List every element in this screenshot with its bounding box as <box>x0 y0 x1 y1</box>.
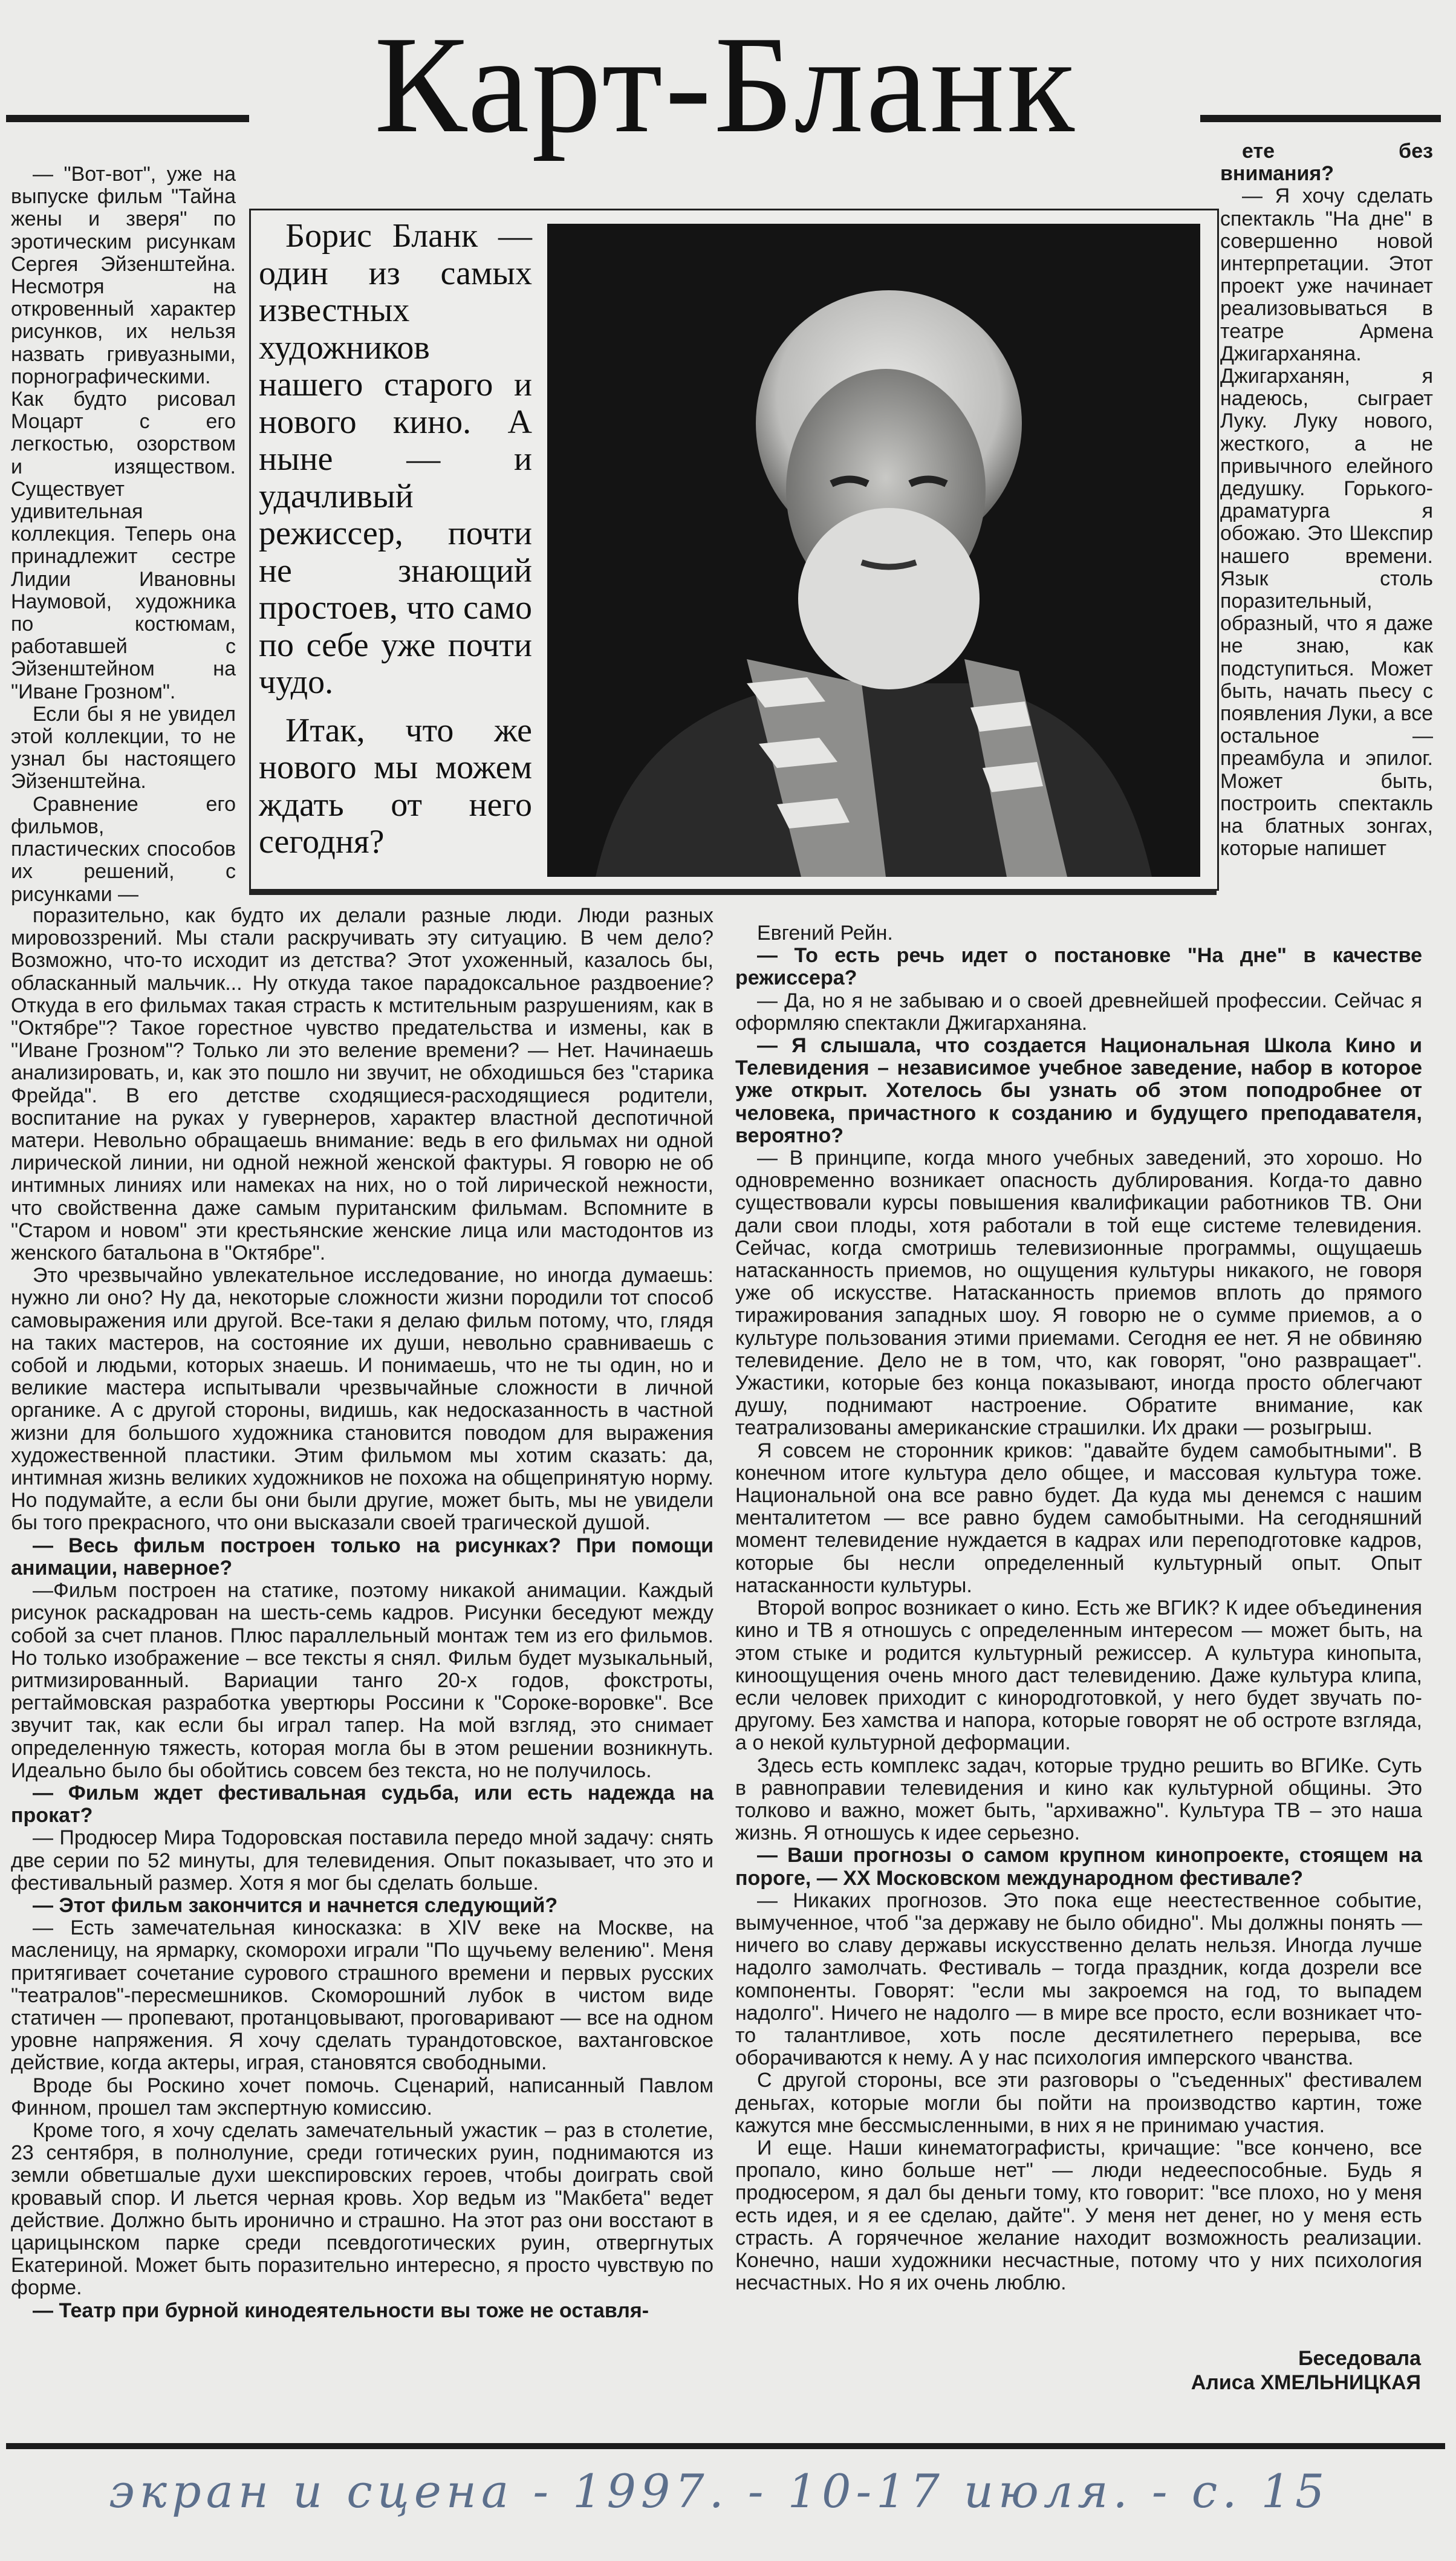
text-paragraph: —Фильм построен на статике, поэтому никакой анимации. Каждый рисунок раскадрован на шесть-семь кадров. Рисунки беседуют между собой за счет планов. Плюс параллельный монтаж тем из его фильмов. Но только изображение – все тексты я снял. Фильм будет музыкальный, ритмизированный. Вариации танго 20-х годов, фокстроты, регтаймовская разработка увертюры Россини к "Сороке-воровке". Все звучит так, как если бы играл тапер. На мой взгляд, это снимает определенную тяжесть, которая могла бы в этом решении возникнуть. Идеально было бы обойтись совсем без текста, но не получилось. <box>11 1579 713 1782</box>
question-paragraph: — Я слышала, что создается Национальная Школа Кино и Телевидения – независимое учебное заведение, набор в которое уже открыт. Хотелось бы узнать об этом поподробнее от человека, причастного к созданию и будущего преподавателя, вероятно? <box>735 1034 1422 1147</box>
text-paragraph: Если бы я не увидел этой коллекции, то не узнал бы настоящего Эйзенштейна. <box>11 702 236 793</box>
text-paragraph: Вроде бы Роскино хочет помочь. Сценарий, написанный Павлом Финном, прошел там экспертную комиссию. <box>11 2074 713 2120</box>
text-paragraph: — Да, но я не забываю и о своей древнейшей профессии. Сейчас я оформляю спектакли Джигарханяна. <box>735 989 1422 1035</box>
question-paragraph: — Весь фильм построен только на рисунках? При помощи анимации, наверное? <box>11 1534 713 1580</box>
question-paragraph: — То есть речь идет о постановке "На дне" в качестве режиссера? <box>735 944 1422 990</box>
intro-paragraph: Борис Бланк — один из самых известных художников нашего старого и нового кино. А ныне — и удачливый режиссер, почти не знающий простоев, что само по себе уже почти чудо. <box>259 217 532 701</box>
byline-label: Беседовала <box>1298 2347 1421 2370</box>
question-paragraph: — Театр при бурной кинодеятельности вы тоже не оставля- <box>33 2299 649 2322</box>
top-rule-right <box>1200 115 1441 122</box>
question-paragraph: — Фильм ждет фестивальная судьба, или есть надежда на прокат? <box>11 1781 713 1827</box>
intro-question: Итак, что же нового мы можем ждать от него сегодня? <box>259 711 532 861</box>
left-column <box>11 163 236 906</box>
text-paragraph: С другой стороны, все эти разговоры о "съеденных" фестивалем деньгах, которые могли бы пойти на производство картин, тоже кажутся мне бессмысленными, в них я не принимаю участия. <box>735 2069 1422 2137</box>
portrait-photo <box>547 224 1200 877</box>
text-paragraph: — Никаких прогнозов. Это пока еще неестественное событие, вымученное, чтоб "за державу не было обидно". Мы должны понять — ничего во славу державы искусственно делать нельзя. Иногда лучше надолго замолчать. Фестиваль – тогда праздник, когда дозрели все компоненты. Говорят: "если мы закроемся на год, то выпадем надолго". Ничего не надолго — в мире все просто, если возникает что-то талантливое, хоть после десятилетнего перерыва, все оборачиваются к нему. А у нас психология имперского чванства. <box>735 1889 1422 2070</box>
text-paragraph: — В принципе, когда много учебных заведений, это хорошо. Но одновременно возникает опасность дублирования. Когда-то давно существовали курсы повышения квалификации работников ТВ. Они дали свои плоды, хотя работали в той еще системе телевидения. Сейчас, когда смотришь телевизионные программы, ощущаешь натасканность приемов, но ощущения культуры никакого, не говоря уже об искусстве. Натасканность приемов вплоть до прямого тиражирования западных шоу. Я говорю не о сумме приемов, а о культуре пользования этими приемами. Сегодня ее нет. Я не обвиняю телевидение. Дело не в том, что, как говорят, "оно развращает". Ужастики, которые без конца показывают, иногда просто облегчают душу, поднимают настроение. Обратите внимание, как театрализованы американские страшилки. Их драки — розыгрыш. <box>735 1147 1422 1440</box>
byline-author: Алиса ХМЕЛЬНИЦКАЯ <box>1191 2371 1421 2394</box>
text-paragraph: И еще. Наши кинематографисты, кричащие: "все кончено, все пропало, кино больше нет" — люди недееспособные. Будь я продюсером, я дал бы деньги тому, кто говорит: "все плохо, но у меня есть идея, и я ее сделаю, дайте". У меня нет денег, но у меня есть страсть. А горячечное желание находит возможность реализации. Конечно, наши художники несчастные, потому что у них психология несчастных. Но я их очень люблю. <box>735 2136 1422 2295</box>
question-paragraph: ете без внимания? <box>1220 140 1433 186</box>
lower-right-column <box>735 922 1422 2294</box>
intro-bottom-rule <box>249 889 1217 895</box>
text-paragraph: Здесь есть комплекс задач, которые трудно решить во ВГИКе. Суть в равноправии телевидения и кино как культурной общины. Это толково и важно, может быть, "архиважно". Культура ТВ – это наша жизнь. Я отношусь к идее серьезно. <box>735 1754 1422 1845</box>
text-paragraph: — Я хочу сделать спектакль "На дне" в совершенно новой интерпретации. Этот проект уже начинает реализовываться в театре Армена Джигарханяна. Джигарханян, я надеюсь, сыграет Луку. Луку нового, жесткого, а не привычного елейного дедушку. Горького-драматурга я обожаю. Это Шекспир нашего времени. Язык столь поразительный, образный, что я даже не знаю, как подступиться. Может быть, начать пьесу с появления Луки, а все остальное — преамбула и эпилог. Может быть, построить спектакль на блатных зонгах, которые напишет <box>1220 184 1433 861</box>
right-column <box>1220 140 1433 861</box>
bottom-rule <box>6 2443 1445 2449</box>
question-paragraph: — Ваши прогнозы о самом крупном кинопроекте, стоящем на пороге, — XX Московском международном фестивале? <box>735 1844 1422 1890</box>
question-paragraph: — Этот фильм закончится и начнется следующий? <box>33 1893 558 1917</box>
text-paragraph: Евгений Рейн. <box>757 922 893 945</box>
text-paragraph: Кроме того, я хочу сделать замечательный ужастик – раз в столетие, 23 сентября, в полнолуние, среди готических руин, поднимаются из земли обветшалые духи шекспировских героев, чтобы доиграть свой кровавый спор. И льется черная кровь. Хор ведьм из "Макбета" ведет действие. Должно быть иронично и страшно. На этот раз они восстают в царицынском парке среди псевдоготических руин, отвергнутых Екатериной. Может быть поразительно интересно, я просто чувствую по форме. <box>11 2118 713 2300</box>
text-paragraph: Сравнение его фильмов, пластических способов их решений, с рисунками — <box>11 792 236 906</box>
intro-text <box>259 218 532 872</box>
lower-left-column <box>11 905 713 2322</box>
text-paragraph: — Есть замечательная киносказка: в XIV веке на Москве, на масленицу, на ярмарку, скоморохи играли "По щучьему велению". Меня притягивает сочетание сурового страшного времени и первых русских "театралов"-пересмешников. Скоморошний лубок в чистом виде статичен — пропевают, протанцовывают, проговаривают — все на одном уровне напряжения. Я хочу сделать турандотовское, вахтанговское действие, когда актеры, играя, становятся свободными. <box>11 1916 713 2075</box>
handwritten-citation: экран и сцена - 1997. - 10-17 июля. - с. 15 <box>109 2464 1330 2518</box>
text-paragraph: — Продюсер Мира Тодоровская поставила передо мной задачу: снять две серии по 52 минуты, для телевидения. Опыт показывает, что это и фестивальный размер. Хотя я мог бы сделать больше. <box>11 1826 713 1895</box>
text-paragraph: Второй вопрос возникает о кино. Есть же ВГИК? К идее объединения кино и ТВ я отношусь с определенным интересом — может быть, на этом стыке и родится культурный режиссер. А культура кинопыта, киноощущения очень много даст телевидению. Даже культура клипа, если человек приходит с кинopодготовкой, у него будет звучать по-другому. Без хамства и напора, которые говорят не об остроте взгляда, а о некой культурной деформации. <box>735 1596 1422 1755</box>
article-title: Карт-Бланк <box>374 7 1077 161</box>
text-paragraph: Я совсем не сторонник криков: "давайте будем самобытными". В конечном итоге культура дело общее, и массовая культура тоже. Национальной она все равно будет. Да куда мы денемся с нашим менталитетом — все равно будем самобытными. На сегодняшний момент телевидение нуждается в кадрах или переподготовке кадров, которые бы несли определенный культурный опыт. Опыт натасканности культуры. <box>735 1439 1422 1597</box>
text-paragraph: Это чрезвычайно увлекательное исследование, но иногда думаешь: нужно ли оно? Ну да, некоторые сложности жизни породили тот способ самовыражения или другой. Все-таки я делаю фильм потому, что, глядя на таких мастеров, на состояние их души, невольно сравниваешь с собой и людьми, которых знаешь. И понимаешь, что не ты один, но и великие мастера испытывали чрезвычайные сложности в личной органике. А с другой стороны, видишь, как недосказанность в частной жизни для большого художника становится поводом для выражения художественной пластики. Этим фильмом мы хотим сказать: да, интимная жизнь великих художников не похожа на общепринятую норму. Но подумайте, а если бы они были другие, может быть, мы не увидели бы того прекрасного, что они высказали своей трагической душой. <box>11 1264 713 1535</box>
byline <box>1088 2346 1421 2395</box>
text-paragraph: — "Вот-вот", уже на выпуске фильм "Тайна жены и зверя" по эротическим рисункам Сергея Эйзенштейна. Несмотря на откровенный характер рисунков, их нельзя назвать гривуазными, порнографическими. Как будто рисовал Моцарт с его легкостью, озорством и изяществом. Существует удивительная коллекция. Теперь она принадлежит сестре Лидии Ивановны Наумовой, художника по костюмам, работавшей с Эйзенштейном на "Иване Грозном". <box>11 163 236 703</box>
top-rule-left <box>6 115 249 122</box>
text-paragraph: поразительно, как будто их делали разные люди. Люди разных мировоззрений. Мы стали раскручивать эту ситуацию. В чем дело? Возможно, что-то исходит из детства? Этот ухоженный, казалось бы, обласканный мальчик... Ну откуда такое парадоксальное раздвоение? Откуда в его фильмах такая страсть к мстительным разрушениям, как в "Октябре"? Такое горестное чувство предательства и измены, как в "Иване Грозном"? Только ли это веление времени? — Нет. Начинаешь анализировать, и, как это пошло ни звучит, не обходишься без "старика Фрейда". В его детстве сходящиеся-расходящиеся родители, воспитание на руках у гувернеров, характер властной деспотичной матери. Невольно обращаешь внимание: ведь в его фильмах ни одной лирической линии, ни одной нежной женской фактуры. Я говорю не об интимных линиях или намеках на них, но о той лирической нежности, что свойственна даже самым пуританским фильмам. Вспомните в "Старом и новом" эти крестьянские женские лица или мастодонтов из женского батальона в "Октябре". <box>11 904 713 1265</box>
